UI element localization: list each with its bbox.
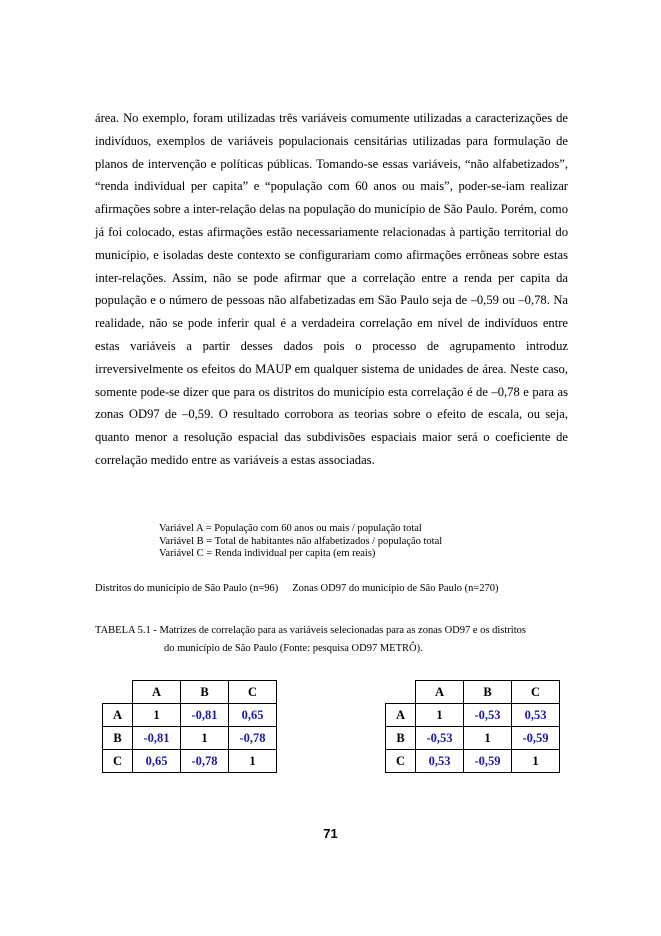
matrix-cell: -0,81 [181,704,229,727]
matrix-cell: -0,78 [229,727,277,750]
column-header: A [133,681,181,704]
table-caption [95,622,575,658]
legend-variable-b: Variável B = Total de habitantes não alfabetizados / população total [159,535,443,547]
row-header: A [103,704,133,727]
matrix-cell: 1 [512,750,560,773]
page-number: 71 [323,826,338,841]
matrix-row [103,704,277,727]
matrix-cell: 0,53 [512,704,560,727]
row-header: A [386,704,416,727]
column-header: C [512,681,560,704]
matrix-cell: 1 [229,750,277,773]
column-header: B [464,681,512,704]
column-header: C [229,681,277,704]
matrix-cell: -0,53 [416,727,464,750]
row-header: B [103,727,133,750]
matrix-cell: 1 [416,704,464,727]
matrix-row [386,704,560,727]
correlation-matrix-districts [102,680,277,773]
matrix-header-row [103,681,277,704]
matrix-cell: -0,53 [464,704,512,727]
matrix-corner-cell [386,681,416,704]
legend-variable-c: Variável C = Renda individual per capita (em reais) [159,548,376,559]
subtitle-od97-zones: Zonas OD97 do município de São Paulo (n=270) [292,583,499,594]
matrix-corner-cell [103,681,133,704]
row-header: C [103,750,133,773]
matrix-header-row [386,681,560,704]
table-subtitles [95,583,575,594]
matrix-cell: 0,65 [133,750,181,773]
matrix-row [386,727,560,750]
matrix-cell: -0,78 [181,750,229,773]
legend-variable-a: Variável A = População com 60 anos ou mais / população total [159,523,422,534]
matrix-cell: -0,59 [464,750,512,773]
row-header: B [386,727,416,750]
column-header: A [416,681,464,704]
matrix-cell: -0,59 [512,727,560,750]
variable-legend [159,523,442,561]
matrix-cell: 1 [181,727,229,750]
caption-line-2: do município de São Paulo (Fonte: pesquisa OD97 METRÔ). [164,643,423,654]
correlation-matrix-od97-zones [385,680,560,773]
caption-line-1: TABELA 5.1 - Matrizes de correlação para as variáveis selecionadas para as zonas OD97 e os distritos [95,625,526,636]
matrix-row [103,750,277,773]
row-header: C [386,750,416,773]
matrix-cell: 0,65 [229,704,277,727]
matrix-row [103,727,277,750]
body-paragraph: área. No exemplo, foram utilizadas três variáveis comumente utilizadas a caracterizações de indivíduos, exemplos de variáveis populacionais censitárias utilizadas para formulação de planos de intervenção e políticas públicas. Tomando-se essas variáveis, “não alfabetizados”, “renda individual per capita” e “população com 60 anos ou mais”, poder-se-iam realizar afirmações sobre a inter-relação delas na população do município de São Paulo. Porém, como já foi colocado, estas afirmações estão necessariamente relacionadas à partição territorial do município, e isoladas deste contexto se configurariam como afirmações errôneas sobre estas inter-relações. Assim, não se pode afirmar que a correlação entre a renda per capita da população e o número de pessoas não alfabetizadas em São Paulo seja de –0,59 ou –0,78. Na realidade, não se pode inferir qual é a verdadeira correlação em nível de indivíduos entre estas variáveis a partir desses dados pois o processo de agrupamento introduz irreversivelmente os efeitos do MAUP em qualquer sistema de unidades de área. Neste caso, somente pode-se dizer que para os distritos do município esta correlação é de –0,78 e para as zonas OD97 de –0,59. O resultado corrobora as teorias sobre o efeito de escala, ou seja, quanto menor a resolução espacial das subdivisões espaciais maior será o coeficiente de correlação medido entre as variáveis a estas associadas. [95,111,568,467]
column-header: B [181,681,229,704]
subtitle-districts: Distritos do município de São Paulo (n=96) [95,583,279,594]
matrix-cell: 0,53 [416,750,464,773]
matrix-row [386,750,560,773]
matrix-cell: 1 [464,727,512,750]
matrix-cell: -0,81 [133,727,181,750]
matrix-cell: 1 [133,704,181,727]
